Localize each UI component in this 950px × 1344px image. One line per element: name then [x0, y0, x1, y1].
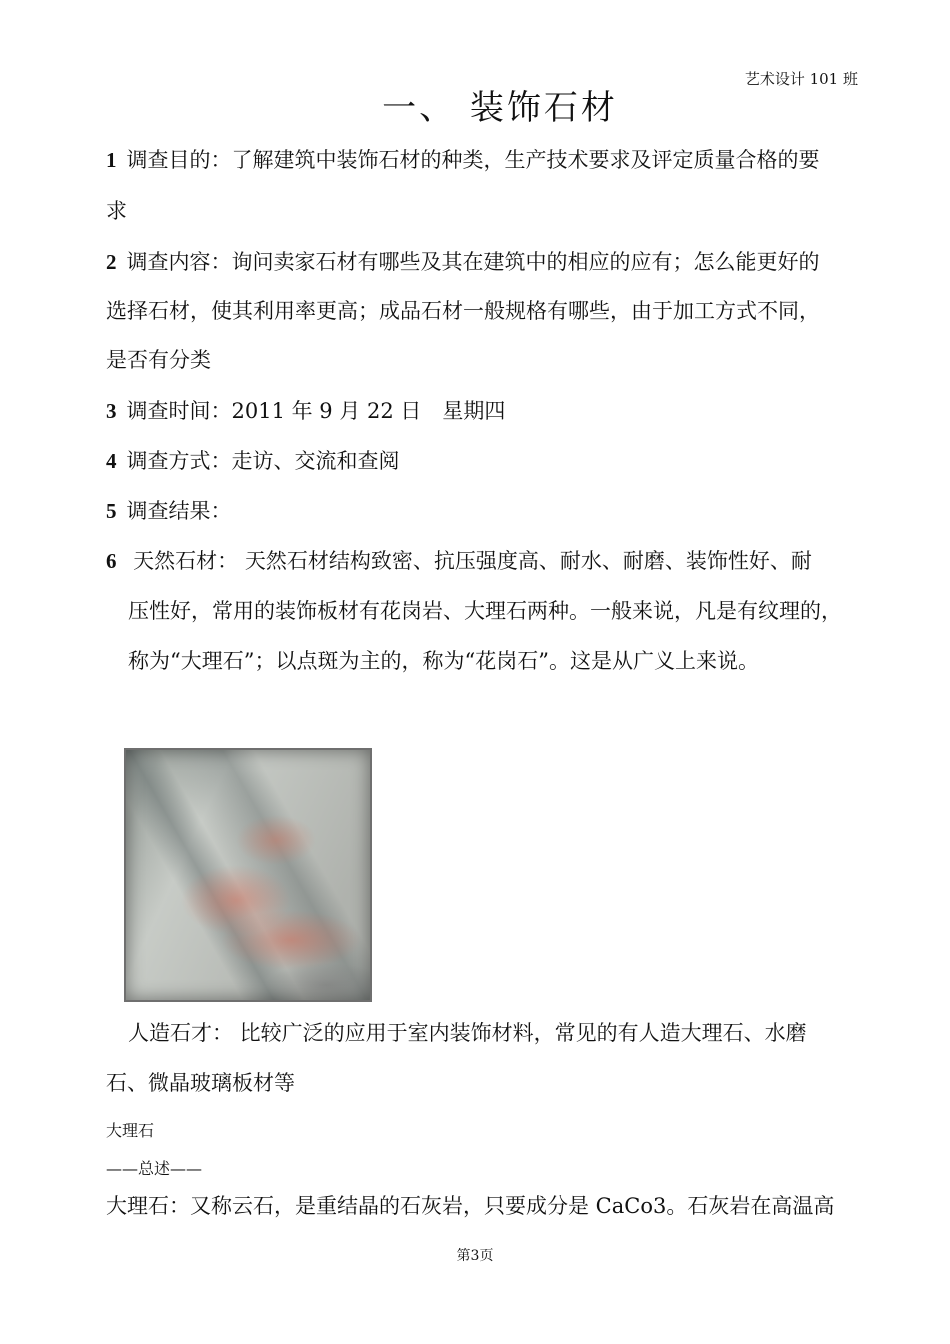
item-number: 3: [106, 399, 117, 423]
item-2-line-3: 是否有分类: [106, 348, 211, 372]
item-number: 5: [106, 499, 117, 523]
item-text: 调查方式：走访、交流和查阅: [126, 449, 400, 473]
item-text: 调查时间：2011 年 9 月 22 日 星期四: [126, 399, 506, 423]
item-text: 调查结果：: [126, 499, 232, 523]
class-label: 艺术设计 101 班: [744, 70, 858, 88]
item-text: 天然石材： 天然石材结构致密、抗压强度高、耐水、耐磨、装饰性好、耐: [126, 549, 812, 573]
item-number: 2: [106, 250, 117, 274]
item-text: 调查目的：了解建筑中装饰石材的种类，生产技术要求及评定质量合格的要: [126, 148, 820, 172]
marble-heading: 大理石: [106, 1121, 155, 1140]
item-4-line-1: [106, 446, 400, 476]
item-2-line-1: [106, 247, 820, 277]
item-6-line-3: 称为“大理石”；以点斑为主的，称为“花岗石”。这是从广义上来说。: [128, 649, 759, 673]
marble-line-1: 大理石：又称云石，是重结晶的石灰岩，只要成分是 CaCo3。石灰岩在高温高: [106, 1194, 835, 1218]
marble-sample-image: [124, 748, 372, 1002]
item-1-line-2: 求: [106, 199, 127, 223]
item-text: 调查内容：询问卖家石材有哪些及其在建筑中的相应的应有；怎么能更好的: [126, 250, 820, 274]
item-6-line-2: 压性好，常用的装饰板材有花岗岩、大理石两种。一般来说，凡是有纹理的，: [128, 599, 842, 623]
item-2-line-2: 选择石材，使其利用率更高；成品石材一般规格有哪些，由于加工方式不同，: [106, 299, 820, 323]
artificial-stone-line-2: 石、微晶玻璃板材等: [106, 1071, 295, 1095]
page-number: 第3页: [456, 1248, 494, 1264]
marble-subheading: ——总述——: [106, 1159, 203, 1178]
item-5-line-1: [106, 496, 232, 526]
page-title: 一、 装饰石材: [382, 88, 618, 128]
item-1-line-1: [106, 145, 820, 175]
item-number: 1: [106, 148, 117, 172]
item-3-line-1: [106, 396, 505, 426]
artificial-stone-line-1: 人造石才： 比较广泛的应用于室内装饰材料，常见的有人造大理石、水磨: [128, 1021, 807, 1045]
item-number: 4: [106, 449, 117, 473]
item-6-line-1: [106, 546, 812, 576]
item-number: 6: [106, 549, 117, 573]
